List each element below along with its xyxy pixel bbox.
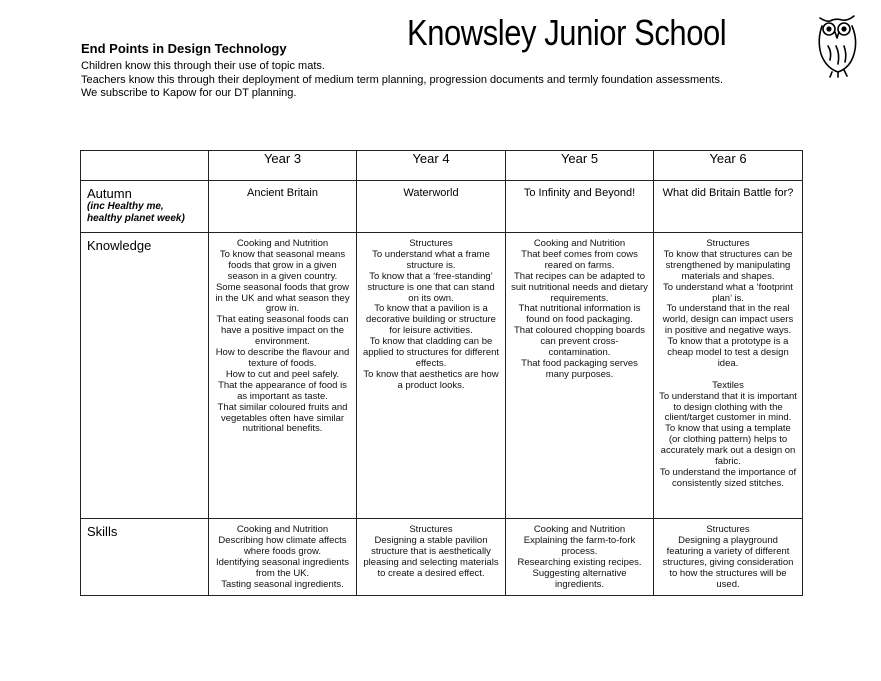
end-points-table xyxy=(80,150,803,596)
topic-cell: Ancient Britain xyxy=(209,181,357,233)
year-header: Year 6 xyxy=(654,151,803,181)
cell-line: That similar coloured fruits and vegetables often have similar nutritional benefits. xyxy=(217,401,348,435)
cell-line: Identifying seasonal ingredients from the UK. xyxy=(215,556,350,579)
intro-text xyxy=(81,60,723,101)
year-header: Year 5 xyxy=(506,151,654,181)
cell-line: Researching existing recipes. xyxy=(517,556,642,568)
owl-logo-icon xyxy=(812,12,860,78)
cell-subject-heading: Structures xyxy=(409,524,453,535)
cell-subject-heading: Cooking and Nutrition xyxy=(236,524,329,535)
cell-line: Explaining the farm-to-fork process. xyxy=(523,534,636,557)
cell-line: To know that structures can be strengthened by manipulating materials and shapes. xyxy=(663,248,793,282)
year-header: Year 4 xyxy=(357,151,506,181)
cell-line: Designing a playground featuring a variety of different structures, giving consideration to how the structures will be used. xyxy=(662,534,794,590)
cell-subject-heading: Cooking and Nutrition xyxy=(236,238,329,249)
autumn-sublabel: (inc Healthy me, xyxy=(87,201,164,212)
page-heading: End Points in Design Technology xyxy=(81,41,287,56)
cell-line: That recipes can be adapted to suit nutritional needs and dietary requirements. xyxy=(511,270,648,304)
cell-line: Suggesting alternative ingredients. xyxy=(532,567,627,590)
knowledge-cell xyxy=(506,233,654,519)
topic-cell: Waterworld xyxy=(357,181,506,233)
intro-line: Teachers know this through their deployment of medium term planning, progression documents and termly foundation assessments. xyxy=(81,73,724,86)
topic-cell: To Infinity and Beyond! xyxy=(506,181,654,233)
cell-line: To know that seasonal means foods that grow in a given season in a given country. xyxy=(219,248,346,282)
cell-line: To understand that in the real world, design can impact users in positive and negative ways. xyxy=(662,303,794,337)
autumn-sublabel: healthy planet week) xyxy=(87,213,185,224)
cell-line: To understand that it is important to design clothing with the client/target customer in mind. xyxy=(659,390,797,424)
cell-line: To know that aesthetics are how a product looks. xyxy=(363,368,499,391)
cell-line: That beef comes from cows reared on farms. xyxy=(521,248,638,271)
intro-line: We subscribe to Kapow for our DT planning. xyxy=(81,87,297,99)
cell-line: To understand what a ‘footprint plan’ is. xyxy=(663,281,793,304)
school-name: Knowsley Junior School xyxy=(407,12,727,53)
cell-line: To understand what a frame structure is. xyxy=(372,248,490,271)
cell-line: To know that a pavilion is a decorative building or structure for leisure activities. xyxy=(366,303,496,337)
cell-subject-heading: Structures xyxy=(706,524,750,535)
cell-line: To know that a ‘free-standing’ structure is one that can stand on its own. xyxy=(367,270,495,304)
cell-subject-heading: Structures xyxy=(706,238,750,249)
cell-subject-heading: Structures xyxy=(409,238,453,249)
cell-line: To know that using a template (or clothing pattern) helps to accurately mark out a design on fabric. xyxy=(660,423,796,468)
cell-line: Tasting seasonal ingredients. xyxy=(221,578,344,590)
knowledge-label: Knowledge xyxy=(81,233,209,519)
skills-cell xyxy=(506,519,654,596)
skills-cell xyxy=(209,519,357,596)
knowledge-row xyxy=(81,233,803,519)
cell-line: Designing a stable pavilion structure that is aesthetically pleasing and selecting materials to create a desired effect. xyxy=(363,534,499,579)
skills-row xyxy=(81,519,803,596)
cell-line: That nutritional information is found on food packaging. xyxy=(518,303,641,326)
year-header: Year 3 xyxy=(209,151,357,181)
cell-line: How to describe the flavour and texture of foods. xyxy=(215,347,350,369)
year-header-row xyxy=(81,151,803,181)
cell-line: Some seasonal foods that grow in the UK and what season they grow in. xyxy=(215,281,350,315)
autumn-label-cell xyxy=(81,181,209,233)
skills-label: Skills xyxy=(81,519,209,596)
cell-line: That coloured chopping boards can prevent cross-contamination. xyxy=(514,325,645,359)
cell-line: Describing how climate affects where foods grow. xyxy=(218,534,347,557)
knowledge-cell xyxy=(654,233,803,519)
autumn-row xyxy=(81,181,803,233)
intro-line: Children know this through their use of topic mats. xyxy=(81,60,325,72)
cell-line: That food packaging serves many purposes. xyxy=(521,357,638,380)
knowledge-cell xyxy=(357,233,506,519)
cell-line: To know that a prototype is a cheap model to test a design idea. xyxy=(667,336,789,369)
cell-subject-heading: Cooking and Nutrition xyxy=(533,238,626,249)
skills-cell xyxy=(357,519,506,596)
autumn-label: Autumn xyxy=(87,186,132,201)
skills-cell xyxy=(654,519,803,596)
knowledge-cell xyxy=(209,233,357,519)
cell-line: To know that cladding can be applied to structures for different effects. xyxy=(362,336,500,369)
cell-line: To understand the importance of consistently sized stitches. xyxy=(659,467,797,489)
topic-cell: What did Britain Battle for? xyxy=(654,181,803,233)
corner-cell xyxy=(81,151,209,181)
cell-line: Textiles xyxy=(712,379,744,391)
cell-line: That eating seasonal foods can have a positive impact on the environment. xyxy=(216,314,349,348)
cell-line: How to cut and peel safely. xyxy=(225,368,340,380)
cell-subject-heading: Cooking and Nutrition xyxy=(533,524,626,535)
cell-line: That the appearance of food is as important as taste. xyxy=(218,379,347,402)
